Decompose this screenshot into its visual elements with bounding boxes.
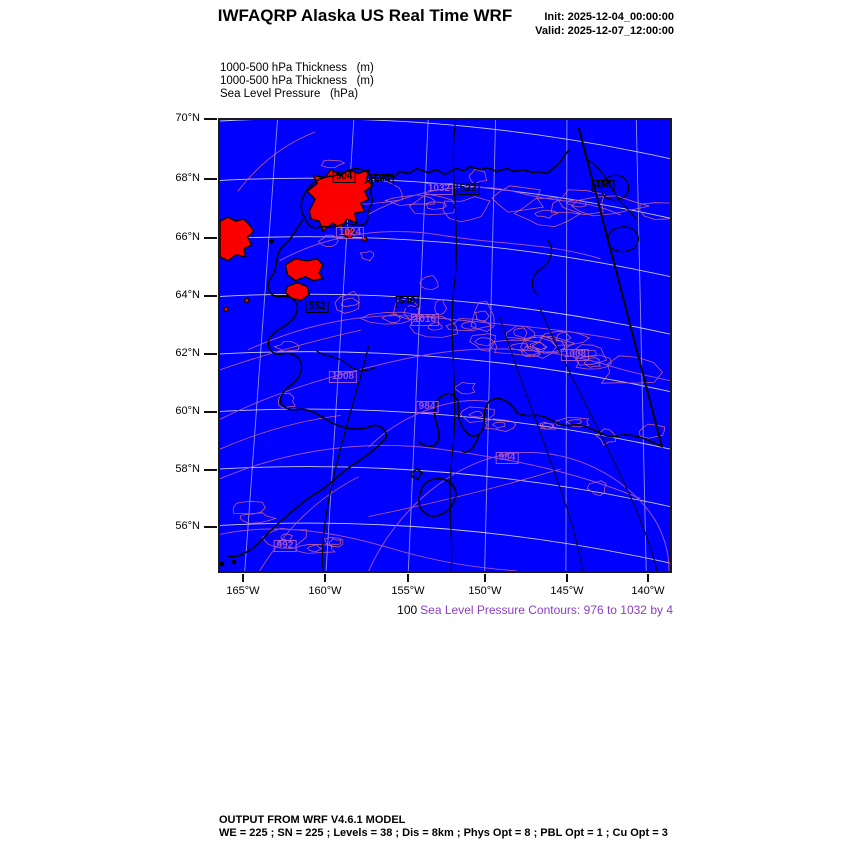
lat-tick <box>204 237 217 239</box>
footer-config-line: WE = 225 ; SN = 225 ; Levels = 38 ; Dis = 8km ; Phys Opt = 8 ; PBL Opt = 1 ; Cu Opt = 3 <box>219 827 668 839</box>
thickness-contour-label: 498 <box>592 180 615 192</box>
lat-tick-label: 68°N <box>175 172 200 184</box>
page-title: IWFAQRP Alaska US Real Time WRF <box>217 6 513 25</box>
legend-slp: Sea Level Pressure (hPa) <box>220 88 359 100</box>
slp-contour-label: 984 <box>416 401 439 413</box>
lat-tick <box>204 469 217 471</box>
thickness-contour-label: 552 <box>306 301 329 313</box>
footer-model-line: OUTPUT FROM WRF V4.6.1 MODEL <box>219 814 406 826</box>
lon-tick <box>484 574 486 582</box>
lat-tick-label: 56°N <box>175 520 200 532</box>
lon-tick <box>647 574 649 582</box>
thickness-contour-label: 504 <box>371 174 394 186</box>
lon-tick-label: 145°W <box>550 585 584 597</box>
lat-tick-label: 70°N <box>175 112 200 124</box>
lat-tick <box>204 295 217 297</box>
legend-thickness-2: 1000-500 hPa Thickness (m) <box>220 75 374 87</box>
legend-thickness-1: 1000-500 hPa Thickness (m) <box>220 62 374 74</box>
slp-contour-label: 1032 <box>425 183 453 195</box>
run-info <box>535 10 674 38</box>
slp-contour-label: 1008 <box>329 371 357 383</box>
lon-tick-label: 150°W <box>468 585 502 597</box>
lat-tick <box>204 526 217 528</box>
lon-tick-label: 160°W <box>308 585 342 597</box>
lat-tick-label: 58°N <box>175 463 200 475</box>
field-legend <box>220 62 374 101</box>
map-canvas <box>218 118 672 573</box>
thickness-contour-label: 546 <box>396 296 419 308</box>
init-timestamp: Init: 2025-12-04_00:00:00 <box>544 11 674 23</box>
slp-contour-label: 1008 <box>561 349 589 361</box>
thickness-contour-label: 522 <box>457 183 480 195</box>
valid-timestamp: Valid: 2025-12-07_12:00:00 <box>535 25 674 37</box>
lon-tick <box>407 574 409 582</box>
lat-tick <box>204 353 217 355</box>
slp-contour-label: 1024 <box>336 227 364 239</box>
lat-tick-label: 62°N <box>175 347 200 359</box>
lat-tick-label: 66°N <box>175 231 200 243</box>
lon-tick <box>242 574 244 582</box>
model-footer <box>219 814 668 840</box>
lon-tick-label: 140°W <box>631 585 665 597</box>
lat-tick <box>204 118 217 120</box>
slp-contour-label: 1016 <box>411 314 439 326</box>
annotation-prefix: 100 <box>397 603 418 617</box>
lon-tick-label: 165°W <box>226 585 260 597</box>
lat-tick <box>204 411 217 413</box>
slp-contour-label: 984 <box>496 452 519 464</box>
lon-tick <box>566 574 568 582</box>
lon-tick-label: 155°W <box>391 585 425 597</box>
slp-contour-range-text: Sea Level Pressure Contours: 976 to 1032 by 4 <box>420 603 673 617</box>
thickness-contour-label: 504 <box>333 171 356 183</box>
lon-tick <box>324 574 326 582</box>
lat-tick <box>204 178 217 180</box>
contour-annotation <box>397 603 673 617</box>
slp-contour-label: 992 <box>274 540 297 552</box>
lat-tick-label: 60°N <box>175 405 200 417</box>
lat-tick-label: 64°N <box>175 289 200 301</box>
